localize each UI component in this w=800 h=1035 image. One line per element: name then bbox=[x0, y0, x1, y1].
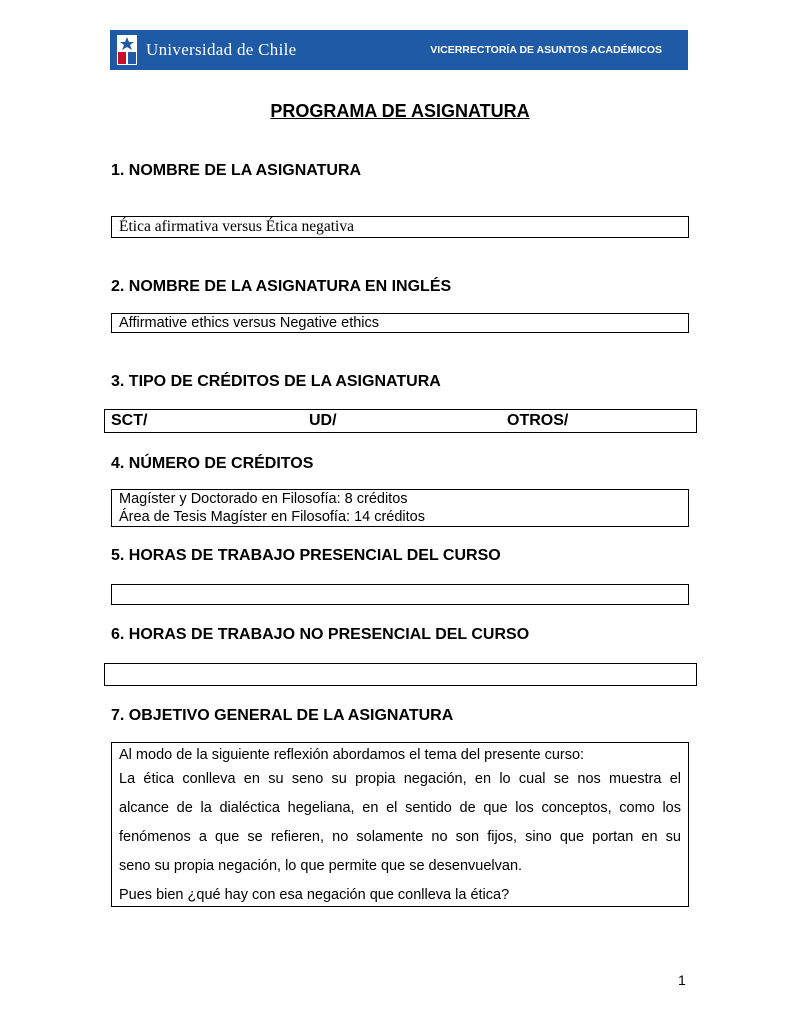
objective-line: alcance de la dialéctica hegeliana, en el sentido de que los conceptos, como los bbox=[119, 800, 681, 816]
objective-line: Al modo de la siguiente reflexión abordamos el tema del presente curso: bbox=[119, 747, 585, 763]
objective-line: La ética conlleva en su seno su propia negación, en lo cual se nos muestra el bbox=[119, 771, 681, 787]
course-name-english-value: Affirmative ethics versus Negative ethics bbox=[119, 315, 380, 331]
credit-type-ud: UD/ bbox=[309, 412, 337, 429]
institution-name: Universidad de Chile bbox=[146, 40, 297, 59]
department-name: VICERRECTORÍA DE ASUNTOS ACADÉMICOS bbox=[430, 44, 662, 56]
course-name-english-box bbox=[111, 313, 689, 333]
credits-line: Magíster y Doctorado en Filosofía: 8 créditos bbox=[119, 491, 408, 507]
page-title: PROGRAMA DE ASIGNATURA bbox=[270, 101, 530, 121]
general-objective-box bbox=[111, 742, 689, 907]
credit-type-box bbox=[104, 409, 697, 433]
section-6-heading: 6. HORAS DE TRABAJO NO PRESENCIAL DEL CURSO bbox=[111, 626, 530, 643]
page-number: 1 bbox=[678, 972, 686, 988]
credits-number-box bbox=[111, 489, 689, 527]
credit-type-otros: OTROS/ bbox=[507, 412, 569, 429]
course-name-value: Ética afirmativa versus Ética negativa bbox=[119, 218, 354, 235]
university-crest-icon bbox=[116, 34, 138, 66]
section-3-heading: 3. TIPO DE CRÉDITOS DE LA ASIGNATURA bbox=[111, 373, 441, 390]
objective-line: Pues bien ¿qué hay con esa negación que conlleva la ética? bbox=[119, 887, 510, 903]
credits-line: Área de Tesis Magíster en Filosofía: 14 créditos bbox=[119, 509, 425, 525]
objective-line: fenómenos a que se refieren, no solamente no son fijos, sino que portan en su bbox=[119, 829, 681, 845]
header-banner bbox=[110, 30, 688, 70]
credit-type-sct: SCT/ bbox=[111, 412, 148, 429]
non-presential-hours-box bbox=[104, 663, 697, 686]
section-5-heading: 5. HORAS DE TRABAJO PRESENCIAL DEL CURSO bbox=[111, 547, 501, 564]
section-7-heading: 7. OBJETIVO GENERAL DE LA ASIGNATURA bbox=[111, 707, 454, 724]
course-name-box bbox=[111, 216, 689, 238]
section-2-heading: 2. NOMBRE DE LA ASIGNATURA EN INGLÉS bbox=[111, 278, 452, 295]
objective-line: seno su propia negación, lo que permite que se desenvuelvan. bbox=[119, 858, 523, 874]
presential-hours-box bbox=[111, 584, 689, 605]
section-1-heading: 1. NOMBRE DE LA ASIGNATURA bbox=[111, 162, 362, 179]
section-4-heading: 4. NÚMERO DE CRÉDITOS bbox=[111, 455, 314, 472]
